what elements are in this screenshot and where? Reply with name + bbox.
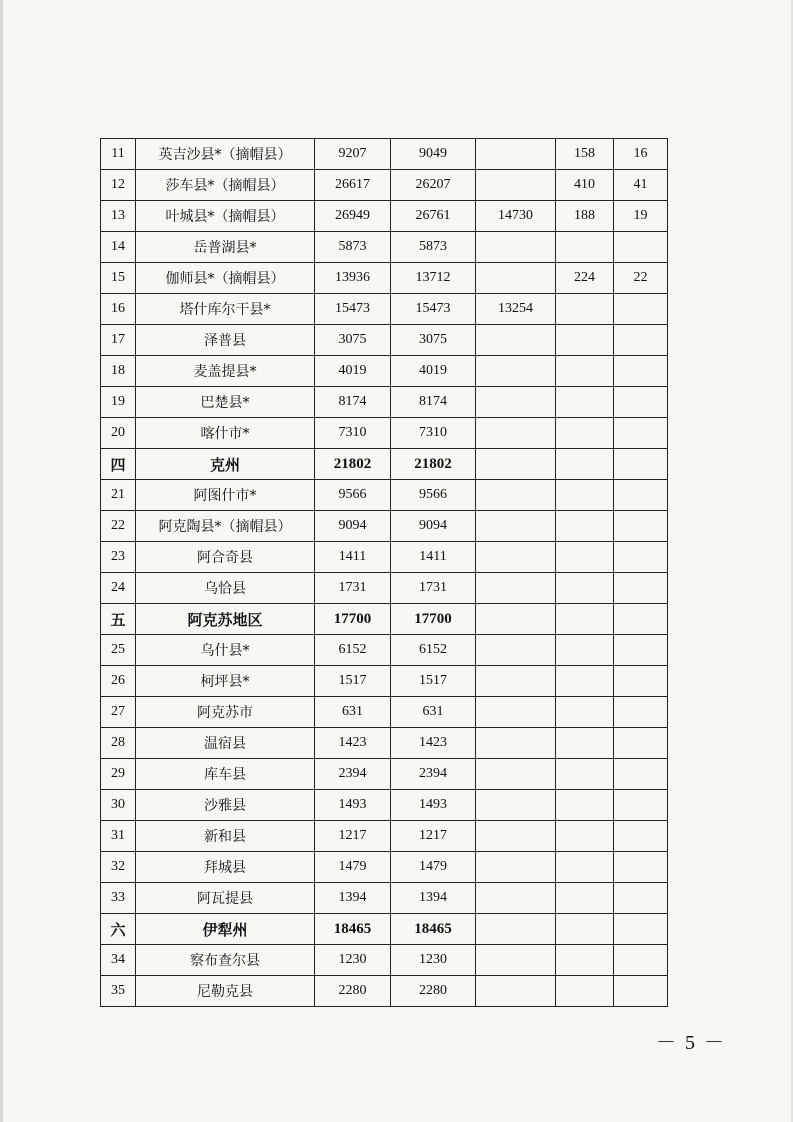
- cell-value-3: [476, 511, 556, 542]
- table-group-row: [101, 449, 668, 480]
- cell-county-name: 岳普湖县*: [136, 232, 315, 263]
- cell-county-name: 乌恰县: [136, 573, 315, 604]
- cell-index: 18: [101, 356, 136, 387]
- cell-value-5: [614, 294, 668, 325]
- cell-county-name: 伊犁州: [136, 914, 315, 945]
- cell-value-4: [556, 449, 614, 480]
- cell-total: 1517: [315, 666, 391, 697]
- cell-value-5: [614, 759, 668, 790]
- cell-value-5: 41: [614, 170, 668, 201]
- cell-value-2: 3075: [391, 325, 476, 356]
- cell-county-name: 莎车县*（摘帽县）: [136, 170, 315, 201]
- table-row: [101, 418, 668, 449]
- cell-value-4: [556, 914, 614, 945]
- cell-county-name: 新和县: [136, 821, 315, 852]
- cell-value-3: [476, 387, 556, 418]
- cell-total: 1230: [315, 945, 391, 976]
- cell-index: 26: [101, 666, 136, 697]
- cell-total: 1479: [315, 852, 391, 883]
- cell-index: 33: [101, 883, 136, 914]
- table-row: [101, 232, 668, 263]
- cell-total: 13936: [315, 263, 391, 294]
- cell-total: 4019: [315, 356, 391, 387]
- cell-value-3: [476, 759, 556, 790]
- table-row: [101, 821, 668, 852]
- cell-county-name: 乌什县*: [136, 635, 315, 666]
- cell-county-name: 库车县: [136, 759, 315, 790]
- cell-index: 13: [101, 201, 136, 232]
- cell-index: 11: [101, 139, 136, 170]
- page-number: － 5 －: [656, 1032, 726, 1054]
- cell-index: 24: [101, 573, 136, 604]
- cell-total: 1423: [315, 728, 391, 759]
- cell-total: 8174: [315, 387, 391, 418]
- cell-value-5: 19: [614, 201, 668, 232]
- table-row: [101, 356, 668, 387]
- cell-value-2: 1217: [391, 821, 476, 852]
- cell-value-4: [556, 759, 614, 790]
- cell-value-2: 9566: [391, 480, 476, 511]
- cell-value-5: [614, 325, 668, 356]
- cell-total: 6152: [315, 635, 391, 666]
- cell-value-5: [614, 852, 668, 883]
- cell-value-5: [614, 356, 668, 387]
- cell-total: 2394: [315, 759, 391, 790]
- cell-value-2: 9049: [391, 139, 476, 170]
- cell-value-2: 1394: [391, 883, 476, 914]
- table-group-row: [101, 604, 668, 635]
- cell-total: 7310: [315, 418, 391, 449]
- cell-value-2: 1493: [391, 790, 476, 821]
- cell-value-3: [476, 263, 556, 294]
- cell-index: 四: [101, 449, 136, 480]
- cell-value-5: [614, 697, 668, 728]
- cell-value-4: [556, 480, 614, 511]
- table-row: [101, 511, 668, 542]
- cell-value-2: 6152: [391, 635, 476, 666]
- table-row: [101, 573, 668, 604]
- cell-value-3: [476, 232, 556, 263]
- cell-value-2: 15473: [391, 294, 476, 325]
- cell-value-2: 1423: [391, 728, 476, 759]
- cell-index: 27: [101, 697, 136, 728]
- cell-value-2: 631: [391, 697, 476, 728]
- cell-value-4: 158: [556, 139, 614, 170]
- cell-value-4: [556, 883, 614, 914]
- cell-value-3: [476, 914, 556, 945]
- table-row: [101, 883, 668, 914]
- cell-value-3: [476, 945, 556, 976]
- cell-county-name: 英吉沙县*（摘帽县）: [136, 139, 315, 170]
- cell-county-name: 阿克陶县*（摘帽县）: [136, 511, 315, 542]
- cell-value-2: 26761: [391, 201, 476, 232]
- cell-index: 25: [101, 635, 136, 666]
- cell-value-4: [556, 976, 614, 1007]
- cell-value-5: [614, 666, 668, 697]
- cell-total: 631: [315, 697, 391, 728]
- cell-county-name: 沙雅县: [136, 790, 315, 821]
- cell-index: 34: [101, 945, 136, 976]
- cell-value-2: 18465: [391, 914, 476, 945]
- cell-value-4: [556, 511, 614, 542]
- table-row: [101, 728, 668, 759]
- cell-value-4: [556, 387, 614, 418]
- cell-value-3: [476, 635, 556, 666]
- cell-index: 六: [101, 914, 136, 945]
- cell-county-name: 阿瓦提县: [136, 883, 315, 914]
- table-row: [101, 294, 668, 325]
- cell-value-5: [614, 976, 668, 1007]
- cell-value-5: [614, 790, 668, 821]
- cell-total: 17700: [315, 604, 391, 635]
- cell-value-3: [476, 418, 556, 449]
- cell-value-2: 7310: [391, 418, 476, 449]
- cell-index: 17: [101, 325, 136, 356]
- cell-county-name: 阿克苏地区: [136, 604, 315, 635]
- cell-value-4: [556, 294, 614, 325]
- cell-value-5: [614, 387, 668, 418]
- cell-total: 26949: [315, 201, 391, 232]
- cell-value-2: 1411: [391, 542, 476, 573]
- table-row: [101, 170, 668, 201]
- cell-value-4: [556, 232, 614, 263]
- cell-index: 28: [101, 728, 136, 759]
- cell-total: 2280: [315, 976, 391, 1007]
- cell-value-4: [556, 635, 614, 666]
- cell-index: 22: [101, 511, 136, 542]
- cell-index: 16: [101, 294, 136, 325]
- cell-index: 32: [101, 852, 136, 883]
- cell-value-3: [476, 604, 556, 635]
- cell-county-name: 泽普县: [136, 325, 315, 356]
- cell-index: 15: [101, 263, 136, 294]
- cell-value-4: [556, 573, 614, 604]
- cell-value-3: [476, 573, 556, 604]
- cell-total: 1217: [315, 821, 391, 852]
- cell-index: 31: [101, 821, 136, 852]
- cell-value-3: 13254: [476, 294, 556, 325]
- cell-value-4: 188: [556, 201, 614, 232]
- cell-index: 19: [101, 387, 136, 418]
- cell-value-3: [476, 666, 556, 697]
- cell-county-name: 塔什库尔干县*: [136, 294, 315, 325]
- cell-value-5: [614, 418, 668, 449]
- cell-value-2: 8174: [391, 387, 476, 418]
- cell-value-2: 2394: [391, 759, 476, 790]
- cell-county-name: 察布查尔县: [136, 945, 315, 976]
- cell-value-2: 26207: [391, 170, 476, 201]
- cell-value-2: 2280: [391, 976, 476, 1007]
- cell-value-4: [556, 542, 614, 573]
- cell-value-5: [614, 728, 668, 759]
- cell-total: 1394: [315, 883, 391, 914]
- cell-county-name: 叶城县*（摘帽县）: [136, 201, 315, 232]
- cell-index: 12: [101, 170, 136, 201]
- cell-value-4: [556, 666, 614, 697]
- cell-total: 3075: [315, 325, 391, 356]
- cell-value-2: 4019: [391, 356, 476, 387]
- cell-value-2: 9094: [391, 511, 476, 542]
- cell-value-2: 1517: [391, 666, 476, 697]
- cell-county-name: 喀什市*: [136, 418, 315, 449]
- cell-value-5: [614, 883, 668, 914]
- table-row: [101, 635, 668, 666]
- cell-value-3: [476, 728, 556, 759]
- cell-total: 1731: [315, 573, 391, 604]
- cell-index: 五: [101, 604, 136, 635]
- cell-value-5: [614, 945, 668, 976]
- cell-value-4: [556, 356, 614, 387]
- cell-county-name: 克州: [136, 449, 315, 480]
- cell-county-name: 伽师县*（摘帽县）: [136, 263, 315, 294]
- cell-total: 18465: [315, 914, 391, 945]
- cell-index: 30: [101, 790, 136, 821]
- cell-value-5: [614, 635, 668, 666]
- cell-value-3: [476, 976, 556, 1007]
- cell-value-5: [614, 232, 668, 263]
- cell-value-4: [556, 728, 614, 759]
- cell-value-3: [476, 790, 556, 821]
- cell-value-3: [476, 883, 556, 914]
- table-row: [101, 666, 668, 697]
- table-row: [101, 759, 668, 790]
- cell-index: 14: [101, 232, 136, 263]
- cell-value-4: [556, 945, 614, 976]
- table-row: [101, 325, 668, 356]
- cell-value-3: [476, 542, 556, 573]
- cell-county-name: 麦盖提县*: [136, 356, 315, 387]
- cell-value-3: [476, 480, 556, 511]
- cell-value-4: 410: [556, 170, 614, 201]
- cell-total: 21802: [315, 449, 391, 480]
- cell-county-name: 柯坪县*: [136, 666, 315, 697]
- cell-total: 1411: [315, 542, 391, 573]
- cell-value-2: 13712: [391, 263, 476, 294]
- cell-value-3: [476, 139, 556, 170]
- cell-index: 21: [101, 480, 136, 511]
- cell-value-5: [614, 604, 668, 635]
- table-body: [101, 139, 668, 1007]
- cell-value-2: 21802: [391, 449, 476, 480]
- cell-value-2: 17700: [391, 604, 476, 635]
- allocation-table: [100, 138, 668, 1007]
- table-row: [101, 201, 668, 232]
- cell-value-5: [614, 821, 668, 852]
- cell-value-4: [556, 325, 614, 356]
- cell-value-3: 14730: [476, 201, 556, 232]
- cell-value-3: [476, 821, 556, 852]
- cell-value-5: 22: [614, 263, 668, 294]
- cell-total: 9566: [315, 480, 391, 511]
- cell-value-2: 1731: [391, 573, 476, 604]
- cell-value-3: [476, 697, 556, 728]
- cell-value-5: [614, 542, 668, 573]
- cell-index: 23: [101, 542, 136, 573]
- cell-index: 20: [101, 418, 136, 449]
- cell-total: 1493: [315, 790, 391, 821]
- cell-value-2: 1230: [391, 945, 476, 976]
- cell-value-5: [614, 511, 668, 542]
- cell-index: 29: [101, 759, 136, 790]
- scan-edge-left: [0, 0, 3, 1122]
- table-row: [101, 945, 668, 976]
- cell-value-4: [556, 418, 614, 449]
- cell-value-3: [476, 170, 556, 201]
- cell-index: 35: [101, 976, 136, 1007]
- cell-total: 9207: [315, 139, 391, 170]
- cell-value-5: [614, 480, 668, 511]
- cell-county-name: 拜城县: [136, 852, 315, 883]
- cell-value-2: 1479: [391, 852, 476, 883]
- table-row: [101, 480, 668, 511]
- cell-county-name: 温宿县: [136, 728, 315, 759]
- cell-total: 15473: [315, 294, 391, 325]
- table-row: [101, 139, 668, 170]
- cell-value-4: 224: [556, 263, 614, 294]
- table-row: [101, 387, 668, 418]
- cell-county-name: 尼勒克县: [136, 976, 315, 1007]
- table-group-row: [101, 914, 668, 945]
- table-row: [101, 697, 668, 728]
- cell-value-2: 5873: [391, 232, 476, 263]
- cell-county-name: 阿克苏市: [136, 697, 315, 728]
- cell-total: 9094: [315, 511, 391, 542]
- cell-value-4: [556, 697, 614, 728]
- cell-county-name: 阿合奇县: [136, 542, 315, 573]
- cell-value-4: [556, 604, 614, 635]
- cell-county-name: 巴楚县*: [136, 387, 315, 418]
- cell-total: 5873: [315, 232, 391, 263]
- table-row: [101, 852, 668, 883]
- table-row: [101, 976, 668, 1007]
- cell-value-3: [476, 325, 556, 356]
- cell-value-3: [476, 356, 556, 387]
- cell-value-3: [476, 449, 556, 480]
- cell-value-4: [556, 790, 614, 821]
- cell-value-5: 16: [614, 139, 668, 170]
- cell-value-5: [614, 914, 668, 945]
- table-row: [101, 542, 668, 573]
- cell-value-4: [556, 852, 614, 883]
- table-row: [101, 790, 668, 821]
- cell-value-5: [614, 573, 668, 604]
- cell-county-name: 阿图什市*: [136, 480, 315, 511]
- cell-value-5: [614, 449, 668, 480]
- cell-value-3: [476, 852, 556, 883]
- cell-total: 26617: [315, 170, 391, 201]
- table-row: [101, 263, 668, 294]
- cell-value-4: [556, 821, 614, 852]
